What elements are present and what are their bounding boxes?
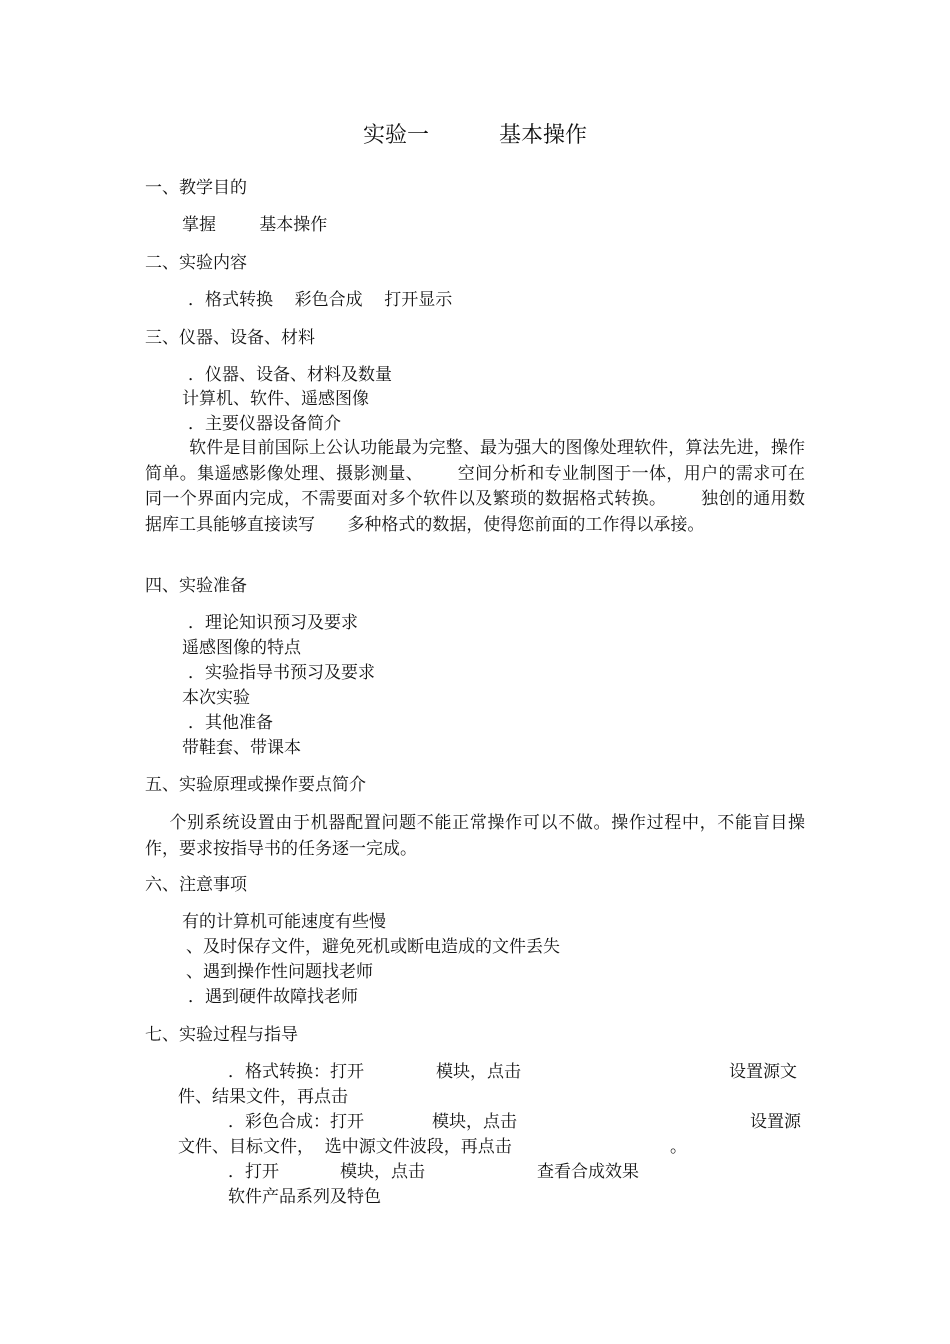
text-line: ．遇到硬件故障找老师: [188, 987, 358, 1007]
text-line: 软件产品系列及特色: [228, 1187, 381, 1207]
text-line: 七、实验过程与指导: [145, 1025, 298, 1045]
text-line: 模块，点击: [340, 1162, 425, 1182]
text-line: 模块，点击: [436, 1062, 521, 1082]
body-paragraph: 软件是目前国际上公认功能最为完整、最为强大的图像处理软件，算法先进，操作简单。集遥感影像处理、摄影测量、 空间分析和专业制图于一体，用户的需求可在同一个界面内完成，不需要面对多个软件以及繁琐的数据格式转换。 独创的通用数据库工具能够直接读写 多种格式的数据，使得您前面的工作得以承接。: [145, 438, 806, 535]
text-line: ．理论知识预习及要求: [188, 613, 358, 633]
text-line: 遥感图像的特点: [182, 638, 301, 658]
body-paragraph: 个别系统设置由于机器配置问题不能正常操作可以不做。操作过程中，不能盲目操作，要求按指导书的任务逐一完成。: [145, 813, 805, 859]
text-line: ．打开: [228, 1162, 279, 1182]
text-line: 件、结果文件，再点击: [178, 1087, 348, 1107]
text-line: 有的计算机可能速度有些慢: [182, 912, 386, 932]
text-line: 文件、目标文件， 选中源文件波段，再点击: [178, 1137, 512, 1157]
text-line: 计算机、软件、遥感图像: [182, 389, 369, 409]
text-line: ．格式转换 彩色合成 打开显示: [188, 290, 453, 310]
text-line: 、遇到操作性问题找老师: [186, 962, 373, 982]
text-line: 本次实验: [182, 688, 250, 708]
text-line: 二、实验内容: [145, 253, 247, 273]
text-line: 六、注意事项: [145, 875, 247, 895]
text-line: ．彩色合成：打开: [228, 1112, 364, 1132]
text-line: 掌握 基本操作: [182, 215, 328, 235]
text-line: 带鞋套、带课本: [182, 738, 301, 758]
text-line: 设置源文: [729, 1062, 797, 1082]
text-line: 一、教学目的: [145, 178, 247, 198]
document-title: 实验一 基本操作: [363, 123, 587, 148]
text-line: ．主要仪器设备简介: [188, 414, 341, 434]
text-line: 。: [670, 1137, 687, 1157]
text-line: ．仪器、设备、材料及数量: [188, 365, 392, 385]
text-line: ．其他准备: [188, 713, 273, 733]
text-line: ．格式转换：打开: [228, 1062, 364, 1082]
text-line: 查看合成效果: [537, 1162, 639, 1182]
text-line: 四、实验准备: [145, 576, 247, 596]
text-line: 三、仪器、设备、材料: [145, 328, 315, 348]
text-line: 模块，点击: [432, 1112, 517, 1132]
text-line: 五、实验原理或操作要点简介: [145, 775, 366, 795]
text-line: 设置源: [750, 1112, 801, 1132]
text-line: 、及时保存文件，避免死机或断电造成的文件丢失: [186, 937, 560, 957]
text-line: ．实验指导书预习及要求: [188, 663, 375, 683]
